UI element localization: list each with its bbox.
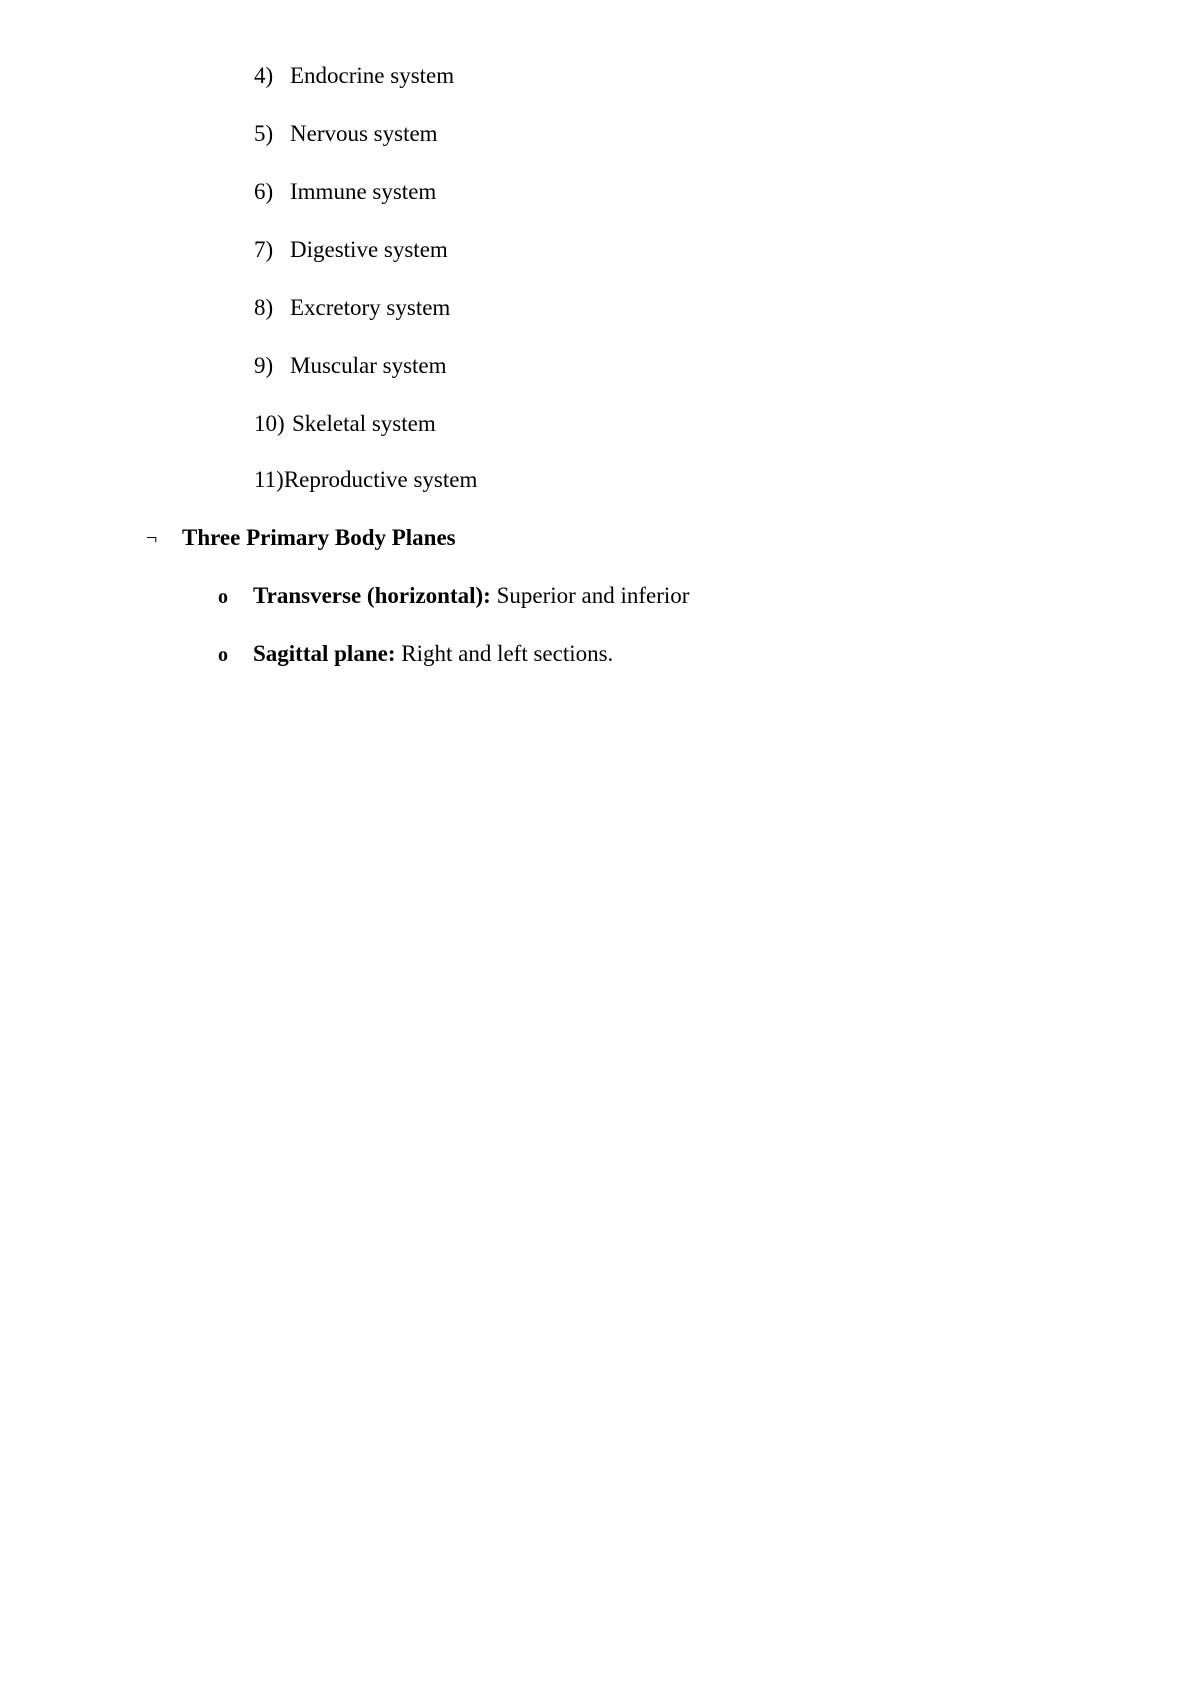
section-heading: Three Primary Body Planes <box>182 525 456 550</box>
sub-bullet-item <box>218 582 689 612</box>
list-item-label: Excretory system <box>290 295 451 320</box>
not-sign-bullet-icon: ¬ <box>146 527 158 549</box>
sub-bullet-term: Transverse (horizontal): <box>253 583 491 608</box>
list-item-number: 7) <box>254 237 274 262</box>
list-item-label: Skeletal system <box>292 411 436 436</box>
list-item-number: 4) <box>254 63 274 88</box>
list-item-number: 5) <box>254 121 274 146</box>
list-item-label: Nervous system <box>290 121 438 146</box>
list-item <box>254 62 454 90</box>
circle-bullet-icon: o <box>218 586 228 608</box>
list-item <box>254 410 436 438</box>
list-item <box>254 352 447 380</box>
list-item-number: 8) <box>254 295 274 320</box>
sub-bullet-description: Right and left sections. <box>401 641 614 666</box>
list-item-label: Reproductive system <box>283 467 478 492</box>
list-item-label: Muscular system <box>290 353 447 378</box>
list-item <box>254 120 438 148</box>
list-item <box>254 294 450 322</box>
list-item-number: 6) <box>254 179 274 204</box>
list-item-number: 11) <box>254 467 284 492</box>
list-item <box>254 466 477 494</box>
sub-bullet-term: Sagittal plane: <box>253 641 396 666</box>
section-heading-row <box>146 524 456 552</box>
sub-bullet-description: Superior and inferior <box>496 583 690 608</box>
list-item-label: Endocrine system <box>290 63 455 88</box>
sub-bullet-item <box>218 640 613 670</box>
list-item <box>254 236 448 264</box>
list-item-label: Digestive system <box>290 237 448 262</box>
list-item-number: 10) <box>254 411 285 436</box>
circle-bullet-icon: o <box>218 644 228 666</box>
list-item-number: 9) <box>254 353 274 378</box>
list-item <box>254 178 436 206</box>
list-item-label: Immune system <box>290 179 437 204</box>
